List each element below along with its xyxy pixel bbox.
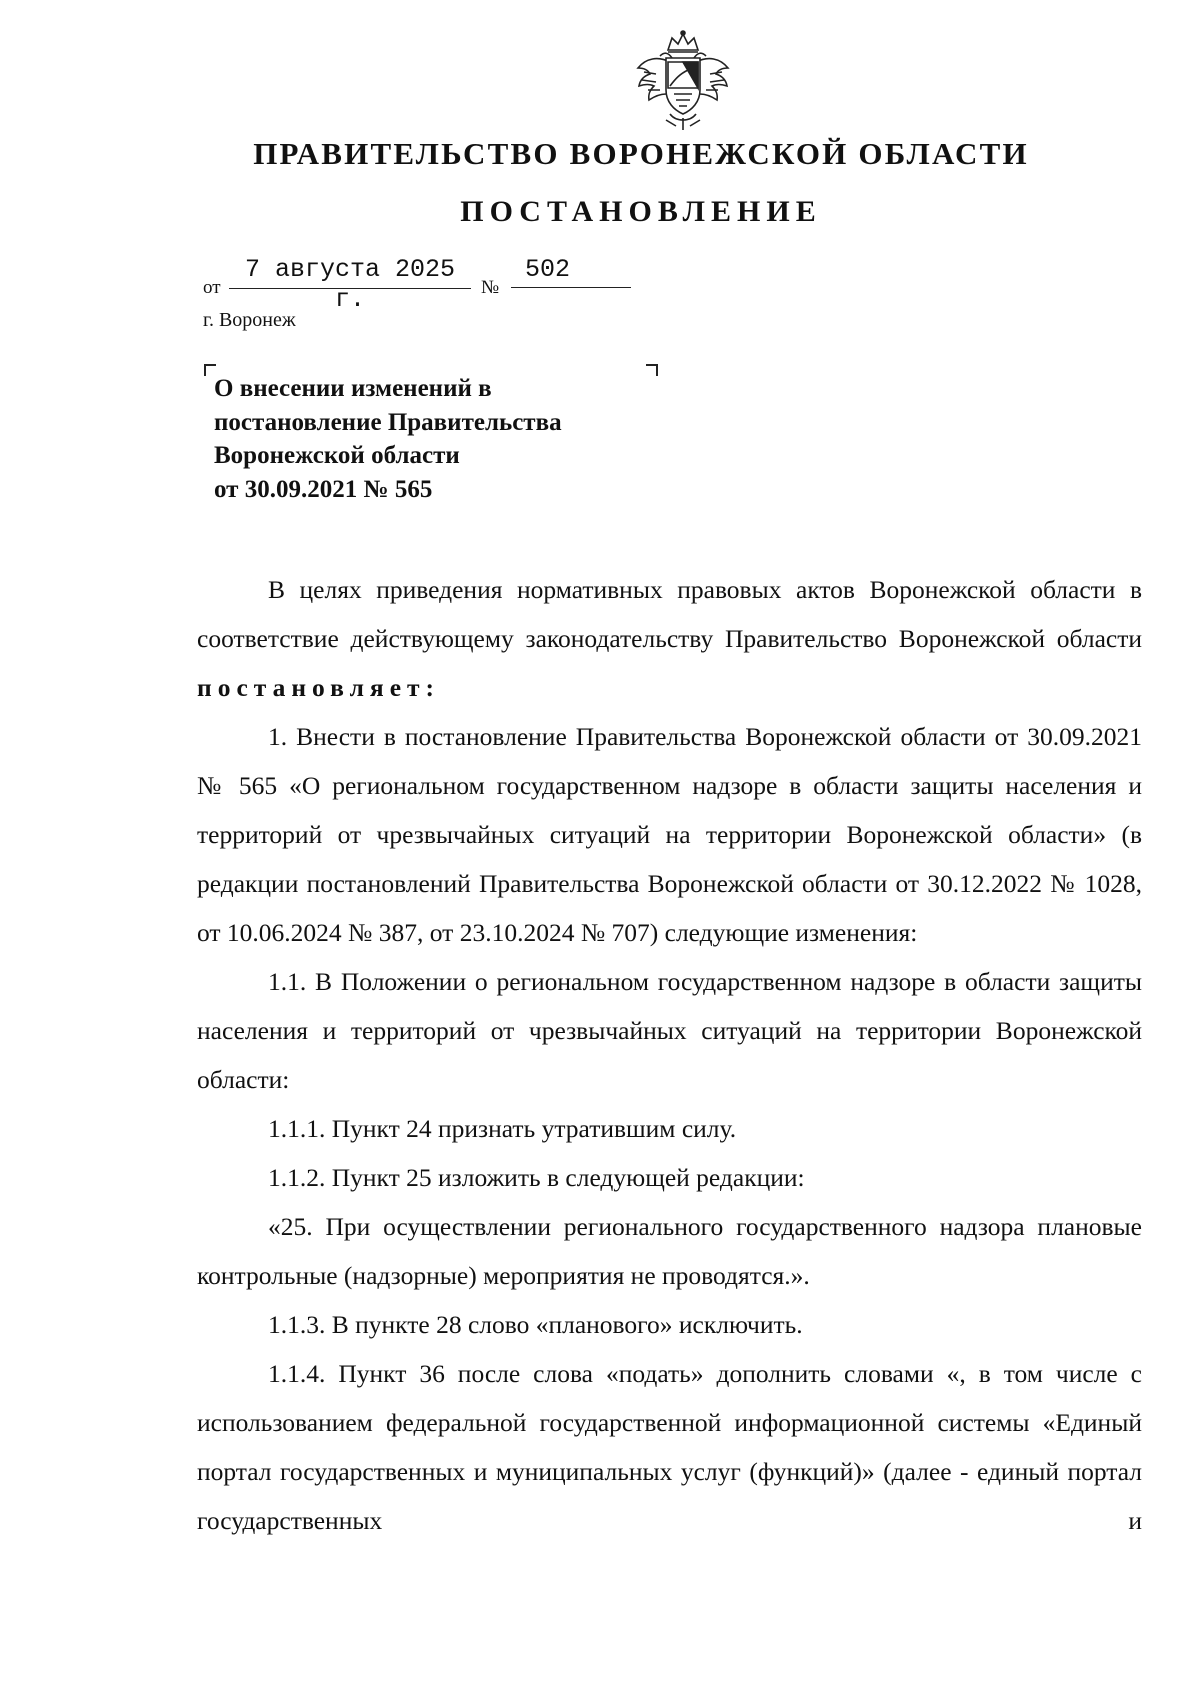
paragraph-1-1-2: 1.1.2. Пункт 25 изложить в следующей редакции: <box>268 1163 805 1192</box>
document-body <box>197 565 1142 1545</box>
subject-line: постановление Правительства <box>214 408 562 436</box>
number-label: № <box>481 277 500 298</box>
document-type: ПОСТАНОВЛЕНИЕ <box>460 195 822 228</box>
decree-verb: постановляет: <box>197 673 441 702</box>
paragraph-1-1-1: 1.1.1. Пункт 24 признать утратившим силу. <box>268 1114 737 1143</box>
paragraph-1-1-4: 1.1.4. Пункт 36 после слова «подать» дополнить словами «, в том числе с использованием федеральной государственной информационной системы «Единый портал государственных и муниципальных услуг (функций)» (далее - единый портал государственных и <box>197 1359 1142 1535</box>
coat-of-arms-icon <box>630 28 736 134</box>
paragraph-1-1: 1.1. В Положении о региональном государственном надзоре в области защиты населения и территорий от чрезвычайных ситуаций на территории Воронежской области: <box>197 967 1142 1094</box>
subject-bracket-right <box>646 364 658 376</box>
subject-block <box>214 372 562 506</box>
date-label: от <box>203 277 221 298</box>
paragraph-1: 1. Внести в постановление Правительства Воронежской области от 30.09.2021 № 565 «О региональном государственном надзоре в области защиты населения и территорий от чрезвычайных ситуаций на территории Воронежской области» (в редакции постановлений Правительства Воронежской области от 30.12.2022 № 1028, от 10.06.2024 № 387, от 23.10.2024 № 707) следующие изменения: <box>197 722 1142 947</box>
quoted-paragraph-25: «25. При осуществлении регионального государственного надзора плановые контрольные (надзорные) мероприятия не проводятся.». <box>197 1212 1142 1290</box>
city: г. Воронеж <box>203 309 296 331</box>
decree-date: 7 августа 2025 г. <box>229 255 471 289</box>
decree-number: 502 <box>511 255 631 288</box>
subject-line: Воронежской области <box>214 442 460 469</box>
preamble-text: В целях приведения нормативных правовых актов Воронежской области в соответствие действующему законодательству Правительство Воронежской области <box>197 575 1142 653</box>
preamble-paragraph <box>197 565 1142 712</box>
subject-line: от 30.09.2021 № 565 <box>214 475 433 503</box>
subject-line: О внесении изменений в <box>214 375 492 402</box>
paragraph-1-1-3: 1.1.3. В пункте 28 слово «планового» исключить. <box>268 1310 803 1339</box>
issuer-title: ПРАВИТЕЛЬСТВО ВОРОНЕЖСКОЙ ОБЛАСТИ <box>253 136 1029 171</box>
